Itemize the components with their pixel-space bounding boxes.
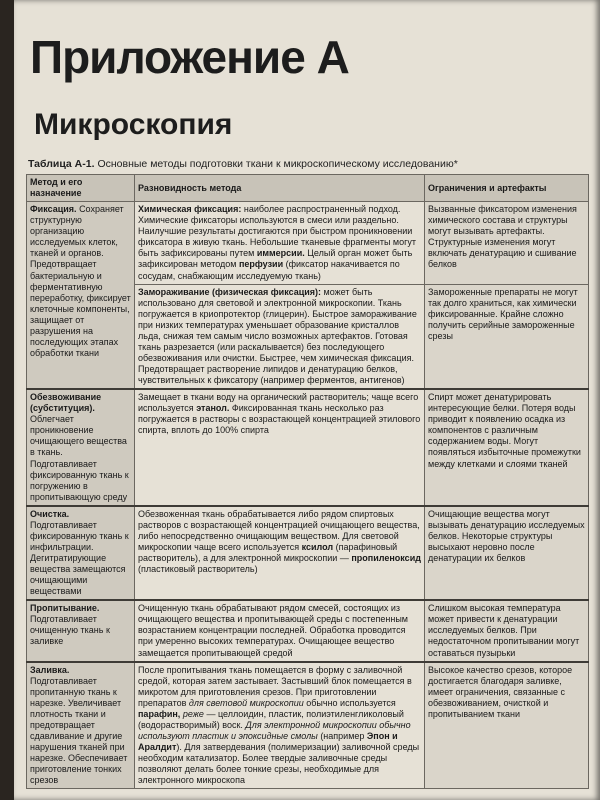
variant-cell [135,284,425,389]
variant-cell [135,389,425,506]
method-cell [27,662,135,789]
italic-text: Для электронной микроскопии обычно используют пластик и эпоксидные смолы [138,719,411,741]
variant-text: (например [320,730,365,741]
variant-text: (парафиновый растворитель), а для электронной микроскопии — [138,541,398,563]
limits-cell: Вызванные фиксатором изменения химического состава и структуры могут вызывать артефакты. Структурные изменения могут включать денатурацию и сшивание белков [425,202,589,284]
table-caption [28,158,588,170]
book-page [14,0,600,800]
italic-text: реже [182,708,204,719]
table-caption-text: Основные методы подготовки ткани к микроскопическому исследованию* [97,158,458,170]
variant-text: может быть использовано для световой и электронной микроскопии. Ткань погружается в криопротектор (глицерин). Быстрое замораживание при низких температурах уменьшает образование кристаллов льда, снижая тем самым число возможных артефактов. Готовая ткань разрезается (или раскалывается) без последующего обезвоживания или очистки. Быстрее, чем химическая фиксация. Предотвращает растворение липидов и денатурацию белков, чувствительных к фиксатору (например ферментов, антигенов) [138,286,417,386]
table-label: Таблица А-1. [28,158,95,170]
method-description: Подготавливает пропитанную ткань к нарезке. Увеличивает плотность ткани и предотвращает сдавливание и другие нарушения тканей при нарезке. Обеспечивает приготовление тонких срезов [30,675,128,786]
variant-text: Целый орган может быть зафиксирован методом [138,248,413,270]
keyword: пропиленоксид [351,553,421,563]
table-row [27,506,589,601]
method-cell [27,202,135,390]
method-cell [27,506,135,601]
variant-cell [135,202,425,284]
column-header-limits: Ограничения и артефакты [425,175,589,202]
variant-text: Замещает в ткани воду на органический растворитель; чаще всего используется [138,392,419,414]
keyword: этанол. [196,403,230,414]
variant-text: ). Для затвердевания (полимеризации) заливочной среды необходим катализатор. Более твердые заливочные среды позволяют делать более тонкие срезы, необходимые для электронного микроскопа [138,742,420,786]
limits-cell: Высокое качество срезов, которое достигается благодаря заливке, имеет ограничения, связанные с обезвоживанием, очисткой и пропитыванием ткани [425,662,589,789]
method-description: Сохраняет структурную организацию исследуемых клеток, тканей и органов. Предотвращает бактериальную и ферментативную переработку, фиксирует клеточные компоненты, защищает от разрушения на последующих этапах обработки ткани [30,204,131,358]
methods-table [26,174,589,789]
section-title: Микроскопия [34,108,233,141]
variant-name: Химическая фиксация: [138,204,242,215]
variant-name: Замораживание (физическая фиксация): [138,286,322,297]
variant-text: — целлоидин, пластик, полиэтиленгликоловый (водорастворимый) воск. [138,708,404,730]
keyword: парафин, [138,708,181,719]
variant-text: (фиксатор накачивается по сосудам, снабжающим исследуемую ткань) [138,259,400,281]
method-name: Очистка. [30,508,70,519]
variant-text: (пластиковый растворитель) [138,564,258,575]
method-name: Заливка. [30,664,70,675]
method-name: Пропитывание. [30,603,100,614]
method-cell [27,389,135,506]
variant-text: После пропитывания ткань помещается в форму с заливочной средой, которая затем застывает. Застывший блок помещается в микротом для приготовления срезов. При приготовлении препаратов [138,664,412,708]
variant-cell [135,506,425,601]
table-row [27,202,589,284]
variant-text: обычно используется [306,697,396,708]
column-header-method: Метод и его назначение [27,175,135,202]
limits-cell: Слишком высокая температура может привести к денатурации исследуемых белков. При недостаточном пропитывании могут оставаться пузырьки [425,600,589,661]
variant-cell: Очищенную ткань обрабатывают рядом смесей, состоящих из очищающего вещества и пропитывающей среды с постепенным возрастанием концентрации последней. Обработка проводится при умеренно высоких температурах. Очищающее вещество замещается пропитывающей средой [135,600,425,661]
chapter-title: Приложение А [30,31,349,83]
column-header-variant: Разновидность метода [135,175,425,202]
method-name: Фиксация. [30,204,77,215]
method-cell [27,600,135,661]
method-name: Обезвоживание (субституция). [30,392,102,414]
limits-cell: Очищающие вещества могут вызывать денатурацию исследуемых белков. Некоторые структуры высыхают неровно после денатурации их белков [425,506,589,601]
variant-text: Фиксированная ткань несколько раз погружается в растворы с возрастающей концентрацией этилового спирта, вплоть до 100% спирта [138,403,421,436]
variant-text: Обезвоженная ткань обрабатывается либо рядом спиртовых растворов с возрастающей концентрацией очищающего вещества, либо непосредственно очищающим веществом. Для световой микроскопии чаще всего используется [138,508,420,552]
method-description: Облегчает проникновение очищающего вещества в ткань. Подготавливает фиксированную ткань к погружению в пропитывающую среду [30,414,129,502]
table-row [27,662,589,789]
keyword: иммерсии. [256,248,305,259]
variant-cell [135,662,425,789]
table-row [27,389,589,506]
table-row [27,600,589,661]
method-description: Подготавливает очищенную ткань к заливке [30,614,110,647]
keyword: Эпон и Аралдит [138,730,398,752]
limits-cell: Спирт может денатурировать интересующие белки. Потеря воды приводит к появлению осадка из компонентов с различным содержанием воды. Могут появляться избыточные промежутки между клетками и слоями тканей [425,389,589,506]
keyword: ксилол [301,541,334,552]
italic-text: для световой микроскопии [188,697,304,708]
table-header-row [27,175,589,202]
method-description: Подготавливает фиксированную ткань к инфильтрации. Дегитратирующие вещества замещаются очищающими веществами [30,519,129,597]
keyword: перфузии [238,259,284,270]
variant-text: наиболее распространенный подход. Химические фиксаторы используются в смеси или раздельно. Наилучшие результаты достигаются при быстром проникновении фиксатора в живую ткань. Небольшие тканевые фрагменты могут быть зафиксированы путем [138,204,417,259]
limits-cell: Замороженные препараты не могут так долго храниться, как химически фиксированные. Крайне сложно получить серийные замороженные срезы [425,284,589,389]
